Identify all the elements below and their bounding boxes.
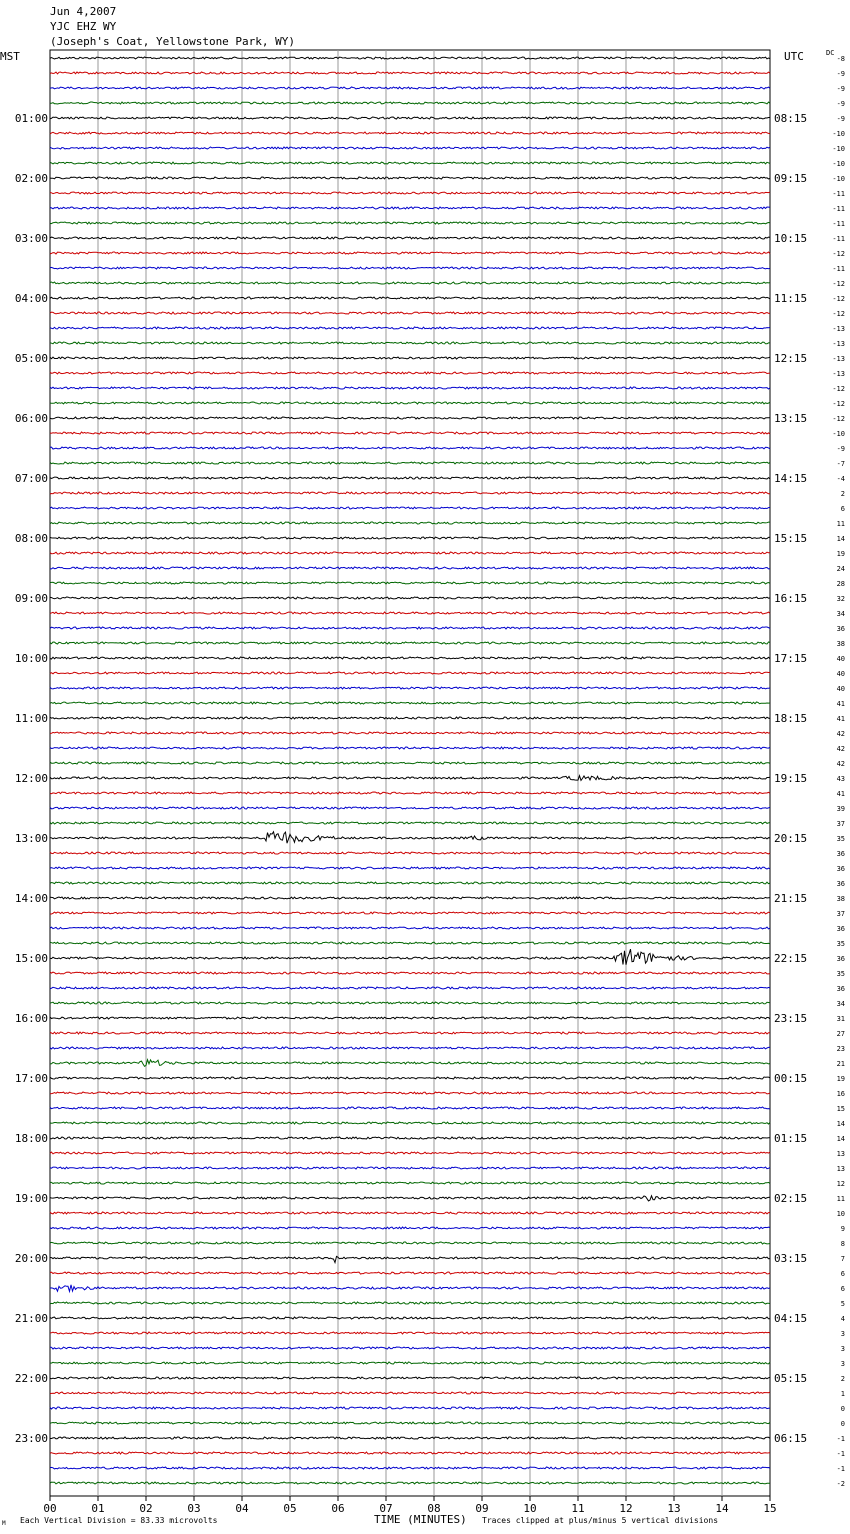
dc-offset-value: 7: [840, 1255, 845, 1263]
right-hour-label: 13:15: [774, 412, 808, 425]
trace-line: [50, 597, 770, 599]
dc-offset-value: 11: [836, 1195, 845, 1203]
x-tick-label: 15: [763, 1502, 777, 1515]
trace-line: [50, 762, 770, 764]
trace-line: [50, 522, 770, 524]
trace-line: [50, 687, 770, 689]
trace-line: [50, 1302, 770, 1304]
dc-offset-value: 6: [840, 505, 845, 513]
dc-offset-value: -12: [832, 385, 845, 393]
x-tick-label: 05: [283, 1502, 297, 1515]
right-hour-label: 08:15: [774, 112, 808, 125]
trace-line: [50, 582, 770, 584]
dc-offset-value: 8: [840, 1240, 845, 1248]
trace-line: [50, 642, 770, 644]
trace-line: [50, 282, 770, 284]
trace-line: [50, 747, 770, 749]
trace-line: [50, 627, 770, 629]
dc-offset-value: -1: [836, 1435, 845, 1443]
left-hour-label: 21:00: [14, 1312, 48, 1325]
trace-line: [50, 447, 770, 449]
left-hour-label: 12:00: [14, 772, 48, 785]
trace-line: [50, 972, 770, 974]
right-hour-label: 19:15: [774, 772, 808, 785]
trace-line: [50, 897, 770, 899]
trace-line: [50, 192, 770, 194]
trace-line: [50, 1212, 770, 1214]
trace-line: [50, 147, 770, 149]
vertical-division-note: Each Vertical Division = 83.33 microvolts: [20, 1516, 218, 1525]
dc-offset-value: 9: [840, 1225, 845, 1233]
right-timezone-label: UTC: [784, 50, 804, 63]
dc-offset-value: -12: [832, 310, 845, 318]
x-tick-label: 06: [331, 1502, 345, 1515]
dc-offset-value: 41: [836, 715, 845, 723]
dc-offset-value: 41: [836, 700, 845, 708]
left-timezone-label: MST: [0, 50, 20, 63]
right-hour-label: 18:15: [774, 712, 808, 725]
dc-offset-value: -10: [832, 160, 845, 168]
left-hour-label: 08:00: [14, 532, 48, 545]
trace-line: [50, 807, 770, 809]
trace-line: [50, 1196, 770, 1201]
dc-offset-value: -11: [832, 235, 845, 243]
trace-line: [50, 87, 770, 89]
trace-line: [50, 567, 770, 569]
trace-line: [50, 432, 770, 434]
trace-line: [50, 1377, 770, 1379]
dc-offset-value: 14: [836, 1135, 845, 1143]
dc-offset-value: 37: [836, 820, 845, 828]
dc-offset-value: -9: [836, 85, 845, 93]
right-hour-label: 03:15: [774, 1252, 808, 1265]
dc-offset-value: -13: [832, 355, 845, 363]
trace-line: [50, 882, 770, 884]
x-tick-label: 10: [523, 1502, 537, 1515]
dc-offset-value: 0: [840, 1405, 845, 1413]
dc-offset-value: 34: [836, 610, 845, 618]
dc-offset-value: -12: [832, 250, 845, 258]
trace-line: [50, 1437, 770, 1439]
dc-offset-value: 2: [840, 1375, 845, 1383]
dc-offset-value: 19: [836, 1075, 845, 1083]
right-hour-label: 21:15: [774, 892, 808, 905]
right-hour-label: 15:15: [774, 532, 808, 545]
dc-offset-value: 14: [836, 1120, 845, 1128]
trace-line: [50, 327, 770, 329]
trace-line: [50, 732, 770, 734]
left-hour-label: 18:00: [14, 1132, 48, 1145]
dc-offset-value: 34: [836, 1000, 845, 1008]
dc-offset-value: -9: [836, 100, 845, 108]
trace-line: [50, 1272, 770, 1274]
trace-line: [50, 1467, 770, 1469]
station-location: (Joseph's Coat, Yellowstone Park, WY): [50, 35, 296, 48]
trace-line: [50, 1182, 770, 1184]
x-tick-label: 00: [43, 1502, 57, 1515]
dc-offset-value: 1: [840, 1390, 845, 1398]
dc-offset-value: 40: [836, 670, 845, 678]
trace-line: [50, 117, 770, 119]
trace-line: [50, 387, 770, 389]
x-tick-label: 13: [667, 1502, 681, 1515]
x-tick-label: 07: [379, 1502, 393, 1515]
trace-line: [50, 1107, 770, 1109]
dc-offset-value: 4: [840, 1315, 845, 1323]
trace-line: [50, 792, 770, 794]
trace-line: [50, 1122, 770, 1124]
dc-offset-value: -9: [836, 70, 845, 78]
trace-line: [50, 987, 770, 989]
dc-offset-value: 21: [836, 1060, 845, 1068]
right-hour-label: 04:15: [774, 1312, 808, 1325]
station-code: YJC EHZ WY: [50, 20, 117, 33]
right-hour-label: 12:15: [774, 352, 808, 365]
x-tick-label: 01: [91, 1502, 105, 1515]
dc-offset-value: -10: [832, 175, 845, 183]
dc-offset-value: 39: [836, 805, 845, 813]
trace-line: [50, 1392, 770, 1394]
x-axis-label: TIME (MINUTES): [374, 1513, 467, 1526]
dc-offset-value: 42: [836, 745, 845, 753]
dc-offset-value: 35: [836, 940, 845, 948]
right-hour-label: 01:15: [774, 1132, 808, 1145]
trace-line: [50, 177, 770, 179]
left-hour-label: 15:00: [14, 952, 48, 965]
trace-line: [50, 702, 770, 704]
dc-offset-value: -7: [836, 460, 845, 468]
dc-offset-value: 42: [836, 760, 845, 768]
trace-line: [50, 1242, 770, 1244]
trace-line: [50, 657, 770, 659]
dc-offset-value: 36: [836, 625, 845, 633]
right-hour-label: 14:15: [774, 472, 808, 485]
dc-offset-value: -11: [832, 205, 845, 213]
dc-offset-value: 31: [836, 1015, 845, 1023]
dc-offset-value: 38: [836, 640, 845, 648]
trace-line: [50, 477, 770, 479]
trace-line: [50, 1317, 770, 1319]
dc-offset-value: 43: [836, 775, 845, 783]
dc-offset-value: 0: [840, 1420, 845, 1428]
dc-offset-value: 40: [836, 655, 845, 663]
right-hour-label: 05:15: [774, 1372, 808, 1385]
trace-line: [50, 267, 770, 269]
trace-line: [50, 672, 770, 674]
dc-offset-value: -12: [832, 415, 845, 423]
left-hour-label: 14:00: [14, 892, 48, 905]
right-hour-label: 10:15: [774, 232, 808, 245]
left-hour-label: 22:00: [14, 1372, 48, 1385]
trace-line: [50, 132, 770, 134]
left-hour-label: 23:00: [14, 1432, 48, 1445]
dc-offset-value: -10: [832, 130, 845, 138]
trace-line: [50, 1137, 770, 1139]
dc-offset-value: 36: [836, 880, 845, 888]
dc-offset-value: -12: [832, 400, 845, 408]
trace-line: [50, 252, 770, 254]
trace-line: [50, 949, 770, 965]
dc-offset-value: 37: [836, 910, 845, 918]
trace-line: [50, 162, 770, 164]
dc-offset-value: -4: [836, 475, 845, 483]
trace-line: [50, 417, 770, 419]
dc-offset-value: -8: [836, 55, 845, 63]
x-tick-label: 09: [475, 1502, 489, 1515]
dc-offset-value: -13: [832, 340, 845, 348]
dc-offset-value: -10: [832, 145, 845, 153]
dc-offset-value: 27: [836, 1030, 845, 1038]
dc-offset-value: 11: [836, 520, 845, 528]
trace-line: [50, 1077, 770, 1079]
trace-line: [50, 57, 770, 59]
trace-line: [50, 867, 770, 869]
left-hour-label: 10:00: [14, 652, 48, 665]
right-hour-label: 23:15: [774, 1012, 808, 1025]
trace-line: [50, 832, 770, 843]
dc-offset-value: 3: [840, 1345, 845, 1353]
trace-line: [50, 1092, 770, 1094]
trace-line: [50, 852, 770, 854]
left-hour-label: 20:00: [14, 1252, 48, 1265]
dc-offset-value: 16: [836, 1090, 845, 1098]
trace-line: [50, 1227, 770, 1229]
dc-offset-value: 36: [836, 850, 845, 858]
x-tick-label: 11: [571, 1502, 585, 1515]
trace-line: [50, 237, 770, 239]
left-hour-label: 11:00: [14, 712, 48, 725]
right-hour-label: 20:15: [774, 832, 808, 845]
dc-offset-value: 23: [836, 1045, 845, 1053]
dc-offset-value: -11: [832, 220, 845, 228]
trace-line: [50, 1422, 770, 1424]
x-tick-label: 03: [187, 1502, 201, 1515]
left-hour-label: 04:00: [14, 292, 48, 305]
trace-line: [50, 1452, 770, 1454]
dc-offset-value: 36: [836, 865, 845, 873]
x-tick-label: 08: [427, 1502, 441, 1515]
trace-line: [50, 1482, 770, 1484]
x-tick-label: 12: [619, 1502, 633, 1515]
dc-offset-value: -2: [836, 1480, 845, 1488]
left-hour-label: 05:00: [14, 352, 48, 365]
left-hour-label: 03:00: [14, 232, 48, 245]
trace-line: [50, 776, 770, 781]
trace-line: [50, 912, 770, 914]
dc-offset-value: -11: [832, 190, 845, 198]
right-hour-label: 16:15: [774, 592, 808, 605]
trace-line: [50, 72, 770, 74]
left-hour-label: 02:00: [14, 172, 48, 185]
dc-offset-value: 10: [836, 1210, 845, 1218]
trace-line: [50, 927, 770, 929]
dc-offset-value: 32: [836, 595, 845, 603]
left-hour-label: 09:00: [14, 592, 48, 605]
trace-line: [50, 297, 770, 299]
dc-offset-value: -9: [836, 445, 845, 453]
trace-line: [50, 822, 770, 824]
left-hour-label: 01:00: [14, 112, 48, 125]
dc-offset-value: -13: [832, 325, 845, 333]
trace-line: [50, 1060, 770, 1067]
trace-line: [50, 507, 770, 509]
plot-date: Jun 4,2007: [50, 5, 117, 18]
left-hour-label: 17:00: [14, 1072, 48, 1085]
trace-line: [50, 372, 770, 374]
dc-offset-header: DC: [826, 49, 835, 57]
dc-offset-value: 36: [836, 985, 845, 993]
dc-offset-value: 13: [836, 1165, 845, 1173]
dc-offset-value: 36: [836, 925, 845, 933]
dc-offset-value: -10: [832, 430, 845, 438]
trace-line: [50, 1407, 770, 1409]
dc-offset-value: 13: [836, 1150, 845, 1158]
x-tick-label: 14: [715, 1502, 729, 1515]
dc-offset-value: -13: [832, 370, 845, 378]
right-hour-label: 22:15: [774, 952, 808, 965]
dc-offset-value: 28: [836, 580, 845, 588]
dc-offset-value: -1: [836, 1450, 845, 1458]
trace-line: [50, 1032, 770, 1034]
trace-line: [50, 402, 770, 404]
trace-line: [50, 312, 770, 314]
trace-line: [50, 1047, 770, 1049]
trace-line: [50, 492, 770, 494]
dc-offset-value: 24: [836, 565, 845, 573]
trace-line: [50, 612, 770, 614]
x-tick-label: 04: [235, 1502, 249, 1515]
trace-line: [50, 1285, 770, 1292]
dc-offset-value: 42: [836, 730, 845, 738]
dc-offset-value: -9: [836, 115, 845, 123]
dc-offset-value: 2: [840, 490, 845, 498]
dc-offset-value: -1: [836, 1465, 845, 1473]
dc-offset-value: 6: [840, 1285, 845, 1293]
dc-offset-value: 41: [836, 790, 845, 798]
dc-offset-value: 3: [840, 1330, 845, 1338]
trace-line: [50, 1167, 770, 1169]
right-hour-label: 17:15: [774, 652, 808, 665]
dc-offset-value: 40: [836, 685, 845, 693]
dc-offset-value: 36: [836, 955, 845, 963]
trace-line: [50, 1152, 770, 1154]
trace-line: [50, 1002, 770, 1004]
left-hour-label: 19:00: [14, 1192, 48, 1205]
x-tick-label: 02: [139, 1502, 153, 1515]
trace-line: [50, 207, 770, 209]
trace-line: [50, 1362, 770, 1364]
left-hour-label: 06:00: [14, 412, 48, 425]
dc-offset-value: 15: [836, 1105, 845, 1113]
trace-line: [50, 1017, 770, 1019]
right-hour-label: 11:15: [774, 292, 808, 305]
right-hour-label: 06:15: [774, 1432, 808, 1445]
trace-line: [50, 462, 770, 464]
left-hour-label: 07:00: [14, 472, 48, 485]
trace-line: [50, 342, 770, 344]
dc-offset-value: 19: [836, 550, 845, 558]
trace-line: [50, 552, 770, 554]
trace-line: [50, 717, 770, 719]
left-hour-label: 16:00: [14, 1012, 48, 1025]
dc-offset-value: -11: [832, 265, 845, 273]
dc-offset-value: 3: [840, 1360, 845, 1368]
dc-offset-value: -12: [832, 280, 845, 288]
trace-line: [50, 942, 770, 944]
dc-offset-value: 35: [836, 835, 845, 843]
trace-line: [50, 222, 770, 224]
dc-offset-value: 14: [836, 535, 845, 543]
left-hour-label: 13:00: [14, 832, 48, 845]
right-hour-label: 00:15: [774, 1072, 808, 1085]
trace-line: [50, 537, 770, 539]
right-hour-label: 02:15: [774, 1192, 808, 1205]
trace-line: [50, 1332, 770, 1334]
dc-offset-value: -12: [832, 295, 845, 303]
dc-offset-value: 5: [840, 1300, 845, 1308]
dc-offset-value: 12: [836, 1180, 845, 1188]
trace-line: [50, 1347, 770, 1349]
trace-line: [50, 1256, 770, 1262]
dc-offset-value: 6: [840, 1270, 845, 1278]
trace-line: [50, 357, 770, 359]
trace-line: [50, 102, 770, 104]
clip-note: Traces clipped at plus/minus 5 vertical divisions: [482, 1516, 719, 1525]
dc-offset-value: 38: [836, 895, 845, 903]
dc-offset-value: 35: [836, 970, 845, 978]
footer-mark: M: [2, 1520, 6, 1527]
right-hour-label: 09:15: [774, 172, 808, 185]
